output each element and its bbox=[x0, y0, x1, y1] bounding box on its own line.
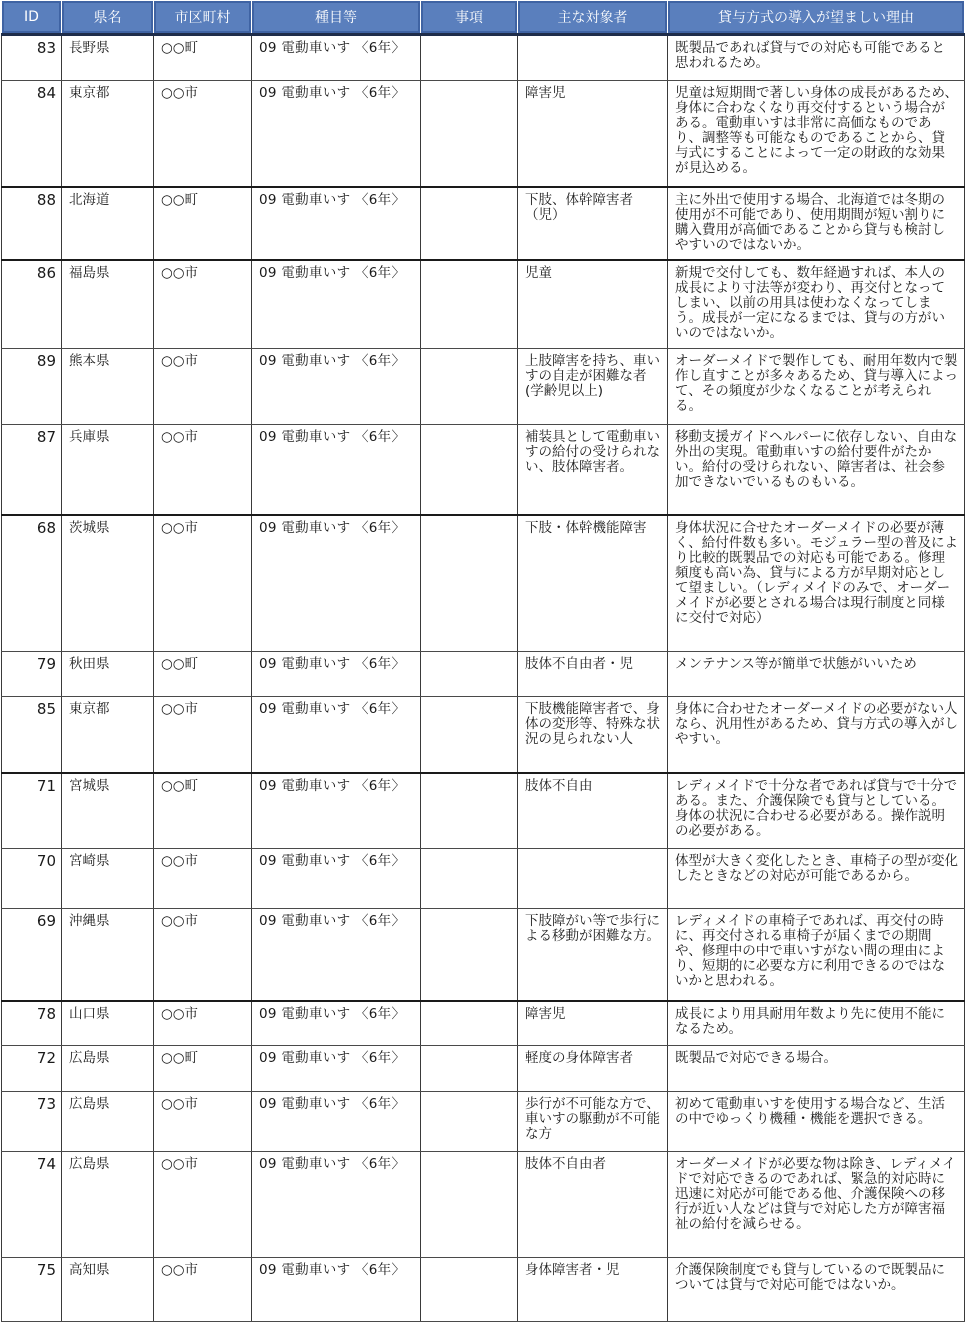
cell-prefecture: 沖縄県 bbox=[62, 909, 154, 1001]
cell-id: 88 bbox=[2, 187, 62, 260]
table-row bbox=[2, 849, 965, 909]
cell-item: 09 電動車いす 〈6年〉 bbox=[252, 425, 421, 515]
cell-id: 70 bbox=[2, 849, 62, 909]
table-row bbox=[2, 1152, 965, 1258]
header-row bbox=[2, 1, 965, 35]
cell-municipality: ○○町 bbox=[154, 773, 252, 849]
cell-item: 09 電動車いす 〈6年〉 bbox=[252, 260, 421, 349]
cell-reason: 初めて電動車いすを使用する場合など、生活の中でゆっくり機種・機能を選択できる。 bbox=[668, 1092, 965, 1152]
table-row bbox=[2, 697, 965, 773]
cell-prefecture: 茨城県 bbox=[62, 515, 154, 652]
cell-matter bbox=[421, 652, 518, 697]
cell-prefecture: 広島県 bbox=[62, 1152, 154, 1258]
cell-item: 09 電動車いす 〈6年〉 bbox=[252, 652, 421, 697]
header-reason: 貸与方式の導入が望ましい理由 bbox=[668, 1, 965, 35]
cell-matter bbox=[421, 773, 518, 849]
table-row bbox=[2, 1046, 965, 1092]
cell-prefecture: 高知県 bbox=[62, 1258, 154, 1322]
cell-prefecture: 東京都 bbox=[62, 697, 154, 773]
table-row bbox=[2, 349, 965, 425]
cell-target: 下肢・体幹機能障害 bbox=[518, 515, 668, 652]
cell-item: 09 電動車いす 〈6年〉 bbox=[252, 1152, 421, 1258]
cell-prefecture: 兵庫県 bbox=[62, 425, 154, 515]
cell-matter bbox=[421, 1092, 518, 1152]
cell-prefecture: 宮崎県 bbox=[62, 849, 154, 909]
cell-item: 09 電動車いす 〈6年〉 bbox=[252, 849, 421, 909]
cell-id: 83 bbox=[2, 35, 62, 81]
table-header bbox=[2, 1, 965, 35]
cell-municipality: ○○市 bbox=[154, 425, 252, 515]
cell-prefecture: 広島県 bbox=[62, 1046, 154, 1092]
cell-reason: 児童は短期間で著しい身体の成長があるため、身体に合わなくなり再交付するという場合がある。電動車いすは非常に高価なものであり、調整等も可能なものであることから、貸与式にすることによって一定の財政的な効果が見込める。 bbox=[668, 81, 965, 187]
table-body bbox=[2, 35, 965, 1322]
cell-reason: オーダーメイドが必要な物は除き、レディメイドで対応できるのであれば、緊急的対応時に迅速に対応が可能である他、介護保険への移行が近い人などは貸与で対応した方が障害福祉の給付を減らせる。 bbox=[668, 1152, 965, 1258]
table-row bbox=[2, 425, 965, 515]
cell-municipality: ○○市 bbox=[154, 81, 252, 187]
cell-prefecture: 山口県 bbox=[62, 1001, 154, 1046]
cell-target: 肢体不自由者・児 bbox=[518, 652, 668, 697]
cell-prefecture: 福島県 bbox=[62, 260, 154, 349]
cell-target: 肢体不自由者 bbox=[518, 1152, 668, 1258]
cell-reason: 体型が大きく変化したとき、車椅子の型が変化したときなどの対応が可能であるから。 bbox=[668, 849, 965, 909]
cell-target: 補装具として電動車いすの給付の受けられない、肢体障害者。 bbox=[518, 425, 668, 515]
table-row bbox=[2, 515, 965, 652]
cell-target: 身体障害者・児 bbox=[518, 1258, 668, 1322]
table-row bbox=[2, 652, 965, 697]
table-row bbox=[2, 260, 965, 349]
cell-target: 児童 bbox=[518, 260, 668, 349]
cell-matter bbox=[421, 1001, 518, 1046]
cell-matter bbox=[421, 1046, 518, 1092]
cell-reason: 新規で交付しても、数年経過すれば、本人の成長により寸法等が変わり、再交付となってしまい、以前の用具は使わなくなってしまう。成長が一定になるまでは、貸与の方がいいのではないか。 bbox=[668, 260, 965, 349]
cell-matter bbox=[421, 697, 518, 773]
table-row bbox=[2, 35, 965, 81]
cell-target: 軽度の身体障害者 bbox=[518, 1046, 668, 1092]
cell-target: 歩行が不可能な方で、車いすの駆動が不可能な方 bbox=[518, 1092, 668, 1152]
cell-prefecture: 熊本県 bbox=[62, 349, 154, 425]
cell-id: 71 bbox=[2, 773, 62, 849]
cell-reason: 既製品であれば貸与での対応も可能であると思われるため。 bbox=[668, 35, 965, 81]
cell-item: 09 電動車いす 〈6年〉 bbox=[252, 909, 421, 1001]
cell-target: 下肢、体幹障害者（児） bbox=[518, 187, 668, 260]
cell-id: 69 bbox=[2, 909, 62, 1001]
cell-id: 73 bbox=[2, 1092, 62, 1152]
cell-target bbox=[518, 35, 668, 81]
cell-reason: レディメイドの車椅子であれば、再交付の時に、再交付される車椅子が届くまでの期間や、修理中の中で車いすがない間の理由により、短期的に必要な方に利用できるのではないかと思われる。 bbox=[668, 909, 965, 1001]
cell-item: 09 電動車いす 〈6年〉 bbox=[252, 773, 421, 849]
cell-reason: 成長により用具耐用年数より先に使用不能になるため。 bbox=[668, 1001, 965, 1046]
cell-prefecture: 東京都 bbox=[62, 81, 154, 187]
cell-target: 下肢機能障害者で、身体の変形等、特殊な状況の見られない人 bbox=[518, 697, 668, 773]
cell-matter bbox=[421, 349, 518, 425]
cell-matter bbox=[421, 849, 518, 909]
cell-target: 障害児 bbox=[518, 1001, 668, 1046]
cell-item: 09 電動車いす 〈6年〉 bbox=[252, 697, 421, 773]
cell-item: 09 電動車いす 〈6年〉 bbox=[252, 349, 421, 425]
cell-municipality: ○○市 bbox=[154, 1001, 252, 1046]
cell-target: 肢体不自由 bbox=[518, 773, 668, 849]
header-matter: 事項 bbox=[421, 1, 518, 35]
header-item: 種目等 bbox=[252, 1, 421, 35]
cell-prefecture: 広島県 bbox=[62, 1092, 154, 1152]
table-row bbox=[2, 1258, 965, 1322]
cell-matter bbox=[421, 1152, 518, 1258]
cell-matter bbox=[421, 81, 518, 187]
header-municipality: 市区町村 bbox=[154, 1, 252, 35]
cell-reason: オーダーメイドで製作しても、耐用年数内で製作し直すことが多々あるため、貸与導入によって、その頻度が少なくなることが考えられる。 bbox=[668, 349, 965, 425]
cell-id: 84 bbox=[2, 81, 62, 187]
cell-reason: 介護保険制度でも貸与しているので既製品については貸与で対応可能ではないか。 bbox=[668, 1258, 965, 1322]
cell-matter bbox=[421, 1258, 518, 1322]
cell-matter bbox=[421, 909, 518, 1001]
table-row bbox=[2, 773, 965, 849]
cell-municipality: ○○市 bbox=[154, 697, 252, 773]
cell-matter bbox=[421, 425, 518, 515]
cell-item: 09 電動車いす 〈6年〉 bbox=[252, 1001, 421, 1046]
cell-municipality: ○○市 bbox=[154, 849, 252, 909]
cell-id: 89 bbox=[2, 349, 62, 425]
cell-id: 68 bbox=[2, 515, 62, 652]
cell-municipality: ○○町 bbox=[154, 652, 252, 697]
cell-reason: 身体に合わせたオーダーメイドの必要がない人なら、汎用性があるため、貸与方式の導入がしやすい。 bbox=[668, 697, 965, 773]
cell-municipality: ○○町 bbox=[154, 35, 252, 81]
cell-reason: 主に外出で使用する場合、北海道では冬期の使用が不可能であり、使用期間が短い割りに購入費用が高価であることから貸与も検討しやすいのではないか。 bbox=[668, 187, 965, 260]
cell-municipality: ○○市 bbox=[154, 1258, 252, 1322]
cell-municipality: ○○市 bbox=[154, 349, 252, 425]
cell-matter bbox=[421, 35, 518, 81]
cell-matter bbox=[421, 260, 518, 349]
cell-target: 障害児 bbox=[518, 81, 668, 187]
cell-municipality: ○○市 bbox=[154, 260, 252, 349]
cell-reason: メンテナンス等が簡単で状態がいいため bbox=[668, 652, 965, 697]
table-row bbox=[2, 909, 965, 1001]
cell-municipality: ○○市 bbox=[154, 515, 252, 652]
cell-item: 09 電動車いす 〈6年〉 bbox=[252, 515, 421, 652]
cell-item: 09 電動車いす 〈6年〉 bbox=[252, 1092, 421, 1152]
cell-item: 09 電動車いす 〈6年〉 bbox=[252, 1258, 421, 1322]
cell-municipality: ○○町 bbox=[154, 1046, 252, 1092]
cell-id: 85 bbox=[2, 697, 62, 773]
cell-prefecture: 長野県 bbox=[62, 35, 154, 81]
cell-prefecture: 秋田県 bbox=[62, 652, 154, 697]
cell-id: 78 bbox=[2, 1001, 62, 1046]
cell-prefecture: 宮城県 bbox=[62, 773, 154, 849]
cell-item: 09 電動車いす 〈6年〉 bbox=[252, 187, 421, 260]
table-row bbox=[2, 187, 965, 260]
header-target: 主な対象者 bbox=[518, 1, 668, 35]
cell-reason: 移動支援ガイドヘルパーに依存しない、自由な外出の実現。電動車いすの給付要件がたかい。給付の受けられない、障害者は、社会参加できないでいるものもいる。 bbox=[668, 425, 965, 515]
cell-matter bbox=[421, 187, 518, 260]
cell-municipality: ○○市 bbox=[154, 1152, 252, 1258]
cell-reason: レディメイドで十分な者であれば貸与で十分である。また、介護保険でも貸与としている。身体の状況に合わせる必要がある。操作説明の必要がある。 bbox=[668, 773, 965, 849]
cell-municipality: ○○市 bbox=[154, 1092, 252, 1152]
cell-id: 87 bbox=[2, 425, 62, 515]
cell-item: 09 電動車いす 〈6年〉 bbox=[252, 35, 421, 81]
table-row bbox=[2, 81, 965, 187]
cell-municipality: ○○町 bbox=[154, 187, 252, 260]
cell-id: 72 bbox=[2, 1046, 62, 1092]
cell-id: 75 bbox=[2, 1258, 62, 1322]
cell-target: 下肢障がい等で歩行による移動が困難な方。 bbox=[518, 909, 668, 1001]
header-id: ID bbox=[2, 1, 62, 35]
cell-item: 09 電動車いす 〈6年〉 bbox=[252, 1046, 421, 1092]
table-row bbox=[2, 1001, 965, 1046]
header-prefecture: 県名 bbox=[62, 1, 154, 35]
cell-item: 09 電動車いす 〈6年〉 bbox=[252, 81, 421, 187]
cell-id: 86 bbox=[2, 260, 62, 349]
data-table bbox=[1, 0, 965, 1322]
table-row bbox=[2, 1092, 965, 1152]
cell-reason: 既製品で対応できる場合。 bbox=[668, 1046, 965, 1092]
cell-reason: 身体状況に合せたオーダーメイドの必要が薄く、給付件数も多い。モジュラー型の普及により比較的既製品での対応も可能である。修理頻度も高い為、貸与による方が早期対応として望ましい。（レディメイドのみで、オーダーメイドが必要とされる場合は現行制度と同様に交付で対応） bbox=[668, 515, 965, 652]
cell-target bbox=[518, 849, 668, 909]
cell-municipality: ○○市 bbox=[154, 909, 252, 1001]
cell-id: 74 bbox=[2, 1152, 62, 1258]
cell-id: 79 bbox=[2, 652, 62, 697]
cell-prefecture: 北海道 bbox=[62, 187, 154, 260]
cell-matter bbox=[421, 515, 518, 652]
cell-target: 上肢障害を持ち、車いすの自走が困難な者(学齢児以上) bbox=[518, 349, 668, 425]
